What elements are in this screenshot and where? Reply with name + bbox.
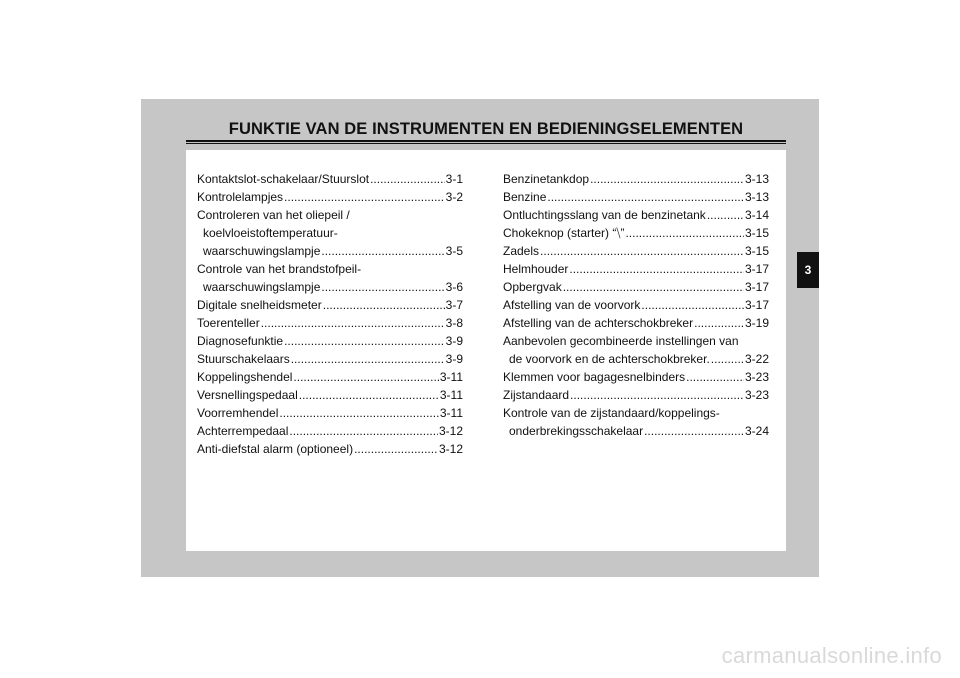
- toc-page-number: 3-15: [744, 226, 769, 240]
- toc-entry[interactable]: [197, 350, 463, 368]
- toc-leader-dots: [590, 170, 744, 188]
- toc-page-number: 3-13: [744, 190, 769, 204]
- toc-entry[interactable]: [503, 314, 769, 332]
- toc-entry[interactable]: [197, 368, 463, 386]
- toc-entry[interactable]: [503, 242, 769, 260]
- toc-page-number: 3-8: [445, 316, 463, 330]
- toc-page-number: 3-5: [445, 244, 463, 258]
- toc-entry-text: Versnellingspedaal: [197, 388, 298, 402]
- toc-column-right: [503, 170, 769, 440]
- toc-leader-dots: [291, 350, 445, 368]
- toc-entry[interactable]: [197, 206, 463, 260]
- toc-page-number: 3-12: [438, 424, 463, 438]
- toc-entry[interactable]: [197, 170, 463, 188]
- toc-entry-text: waarschuwingslampje: [203, 244, 321, 258]
- toc-leader-dots: [563, 278, 744, 296]
- toc-page-number: 3-1: [445, 172, 463, 186]
- toc-page-number: 3-19: [744, 316, 769, 330]
- toc-page-number: 3-11: [439, 388, 463, 402]
- toc-leader-dots: [293, 368, 438, 386]
- toc-entry-text: Stuurschakelaars: [197, 352, 290, 366]
- toc-leader-dots: [299, 386, 439, 404]
- toc-entry-text: Afstelling van de voorvork: [503, 298, 641, 312]
- toc-entry-text: Benzinetankdop: [503, 172, 590, 186]
- toc-entry[interactable]: [197, 386, 463, 404]
- toc-entry[interactable]: [503, 188, 769, 206]
- toc-entry-text: Aanbevolen gecombineerde instellingen van: [503, 334, 739, 348]
- toc-entry[interactable]: [503, 332, 769, 368]
- toc-page-number: 3-15: [744, 244, 769, 258]
- title-rule-thin: [186, 143, 786, 144]
- toc-entry[interactable]: [503, 260, 769, 278]
- toc-entry-text: Afstelling van de achterschokbreker: [503, 316, 694, 330]
- toc-leader-dots: [711, 350, 744, 368]
- toc-page-number: 3-17: [744, 298, 769, 312]
- toc-page-number: 3-13: [744, 172, 769, 186]
- toc-entry[interactable]: [197, 404, 463, 422]
- toc-leader-dots: [323, 296, 445, 314]
- toc-page-number: 3-11: [439, 406, 463, 420]
- toc-entry-text: Diagnosefunktie: [197, 334, 284, 348]
- toc-column-left: [197, 170, 463, 458]
- toc-entry-text: Achterrempedaal: [197, 424, 289, 438]
- toc-entry-text: Controle van het brandstofpeil-: [197, 262, 362, 276]
- toc-entry-text: Chokeknop (starter) “⧹”: [503, 226, 625, 240]
- toc-entry[interactable]: [503, 206, 769, 224]
- toc-leader-dots: [284, 332, 445, 350]
- toc-entry[interactable]: [197, 260, 463, 296]
- toc-page-number: 3-2: [445, 190, 463, 204]
- toc-entry-text: Controleren van het oliepeil /: [197, 208, 350, 222]
- toc-entry[interactable]: [503, 386, 769, 404]
- toc-entry[interactable]: [503, 368, 769, 386]
- toc-entry-text: Zijstandaard: [503, 388, 570, 402]
- toc-leader-dots: [370, 170, 445, 188]
- toc-leader-dots: [694, 314, 744, 332]
- toc-leader-dots: [707, 206, 744, 224]
- toc-entry-text: Klemmen voor bagagesnelbinders: [503, 370, 686, 384]
- watermark: carmanualsonline.info: [721, 643, 942, 668]
- toc-leader-dots: [570, 386, 744, 404]
- toc-page-number: 3-23: [744, 388, 769, 402]
- toc-entry-text: Opbergvak: [503, 280, 562, 294]
- toc-entry-text: Ontluchtingsslang van de benzinetank: [503, 208, 706, 222]
- toc-entry[interactable]: [197, 422, 463, 440]
- toc-page-number: 3-17: [744, 262, 769, 276]
- toc-entry-text: Voorremhendel: [197, 406, 279, 420]
- toc-entry[interactable]: [503, 170, 769, 188]
- toc-entry[interactable]: [197, 440, 463, 458]
- toc-page-number: 3-23: [744, 370, 769, 384]
- toc-entry[interactable]: [503, 224, 769, 242]
- toc-page-number: 3-7: [445, 298, 463, 312]
- toc-entry-text: Zadels: [503, 244, 540, 258]
- toc-entry-text: Helmhouder: [503, 262, 569, 276]
- toc-entry-text: waarschuwingslampje: [203, 280, 321, 294]
- chapter-title: FUNKTIE VAN DE INSTRUMENTEN EN BEDIENINGSELEMENTEN: [228, 120, 744, 138]
- toc-entry-text: Benzine: [503, 190, 547, 204]
- toc-page-number: 3-9: [445, 352, 463, 366]
- toc-leader-dots: [321, 278, 444, 296]
- toc-page-number: 3-11: [439, 370, 463, 384]
- toc-entry-text: onderbrekingsschakelaar: [509, 424, 644, 438]
- toc-entry[interactable]: [197, 314, 463, 332]
- toc-entry-text: Kontrole van de zijstandaard/koppelings-: [503, 406, 720, 420]
- toc-entry-text: Koppelingshendel: [197, 370, 293, 384]
- toc-leader-dots: [540, 242, 744, 260]
- toc-entry-text: Kontaktslot-schakelaar/Stuurslot: [197, 172, 370, 186]
- toc-page-number: 3-17: [744, 280, 769, 294]
- toc-leader-dots: [321, 242, 444, 260]
- toc-leader-dots: [641, 296, 744, 314]
- toc-page-number: 3-12: [438, 442, 463, 456]
- toc-entry-text: Anti-diefstal alarm (optioneel): [197, 442, 354, 456]
- toc-entry-text: Kontrolelampjes: [197, 190, 284, 204]
- toc-page-number: 3-24: [744, 424, 769, 438]
- toc-leader-dots: [644, 422, 744, 440]
- toc-entry-text: koelvloeistoftemperatuur-: [203, 226, 338, 240]
- toc-leader-dots: [547, 188, 744, 206]
- title-rule-thick: [186, 140, 786, 142]
- toc-page-number: 3-14: [744, 208, 769, 222]
- toc-entry[interactable]: [503, 404, 769, 440]
- toc-leader-dots: [289, 422, 438, 440]
- toc-page-number: 3-6: [445, 280, 463, 294]
- toc-leader-dots: [261, 314, 445, 332]
- toc-leader-dots: [686, 368, 744, 386]
- toc-page-number: 3-9: [445, 334, 463, 348]
- toc-entry-text: Digitale snelheidsmeter: [197, 298, 322, 312]
- toc-entry[interactable]: [503, 296, 769, 314]
- toc-leader-dots: [625, 224, 744, 242]
- toc-page-number: 3-22: [744, 352, 769, 366]
- toc-entry[interactable]: [197, 188, 463, 206]
- toc-entry[interactable]: [197, 332, 463, 350]
- toc-entry-text: de voorvork en de achterschokbreker.: [509, 352, 710, 366]
- toc-leader-dots: [569, 260, 744, 278]
- toc-entry[interactable]: [503, 278, 769, 296]
- chapter-tab: 3: [797, 252, 819, 288]
- toc-leader-dots: [354, 440, 438, 458]
- toc-entry[interactable]: [197, 296, 463, 314]
- toc-leader-dots: [284, 188, 445, 206]
- toc-leader-dots: [279, 404, 438, 422]
- toc-entry-text: Toerenteller: [197, 316, 260, 330]
